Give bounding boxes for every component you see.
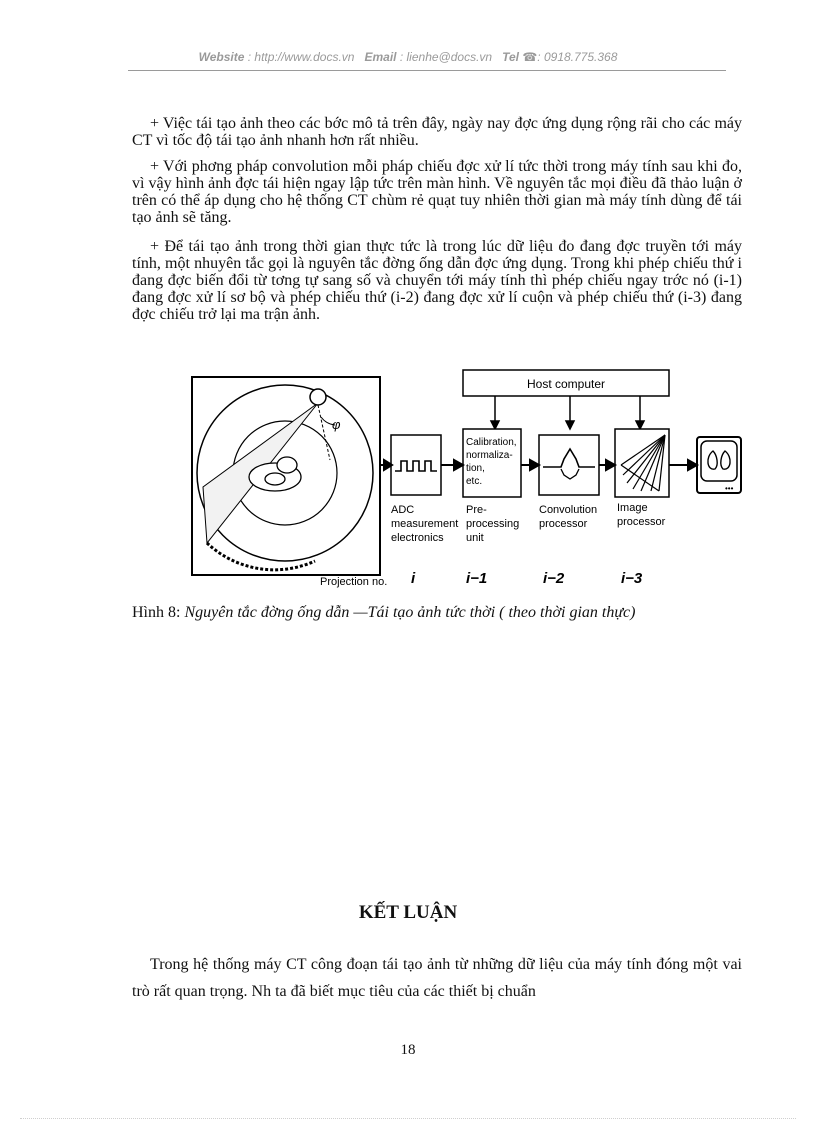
caption-prefix: Hình 8:: [132, 604, 181, 621]
projection-label: Projection no.: [320, 576, 388, 588]
image-processor-label-1: Image: [617, 502, 648, 514]
index-i-3: i−3: [621, 570, 643, 587]
index-i-1: i−1: [466, 570, 488, 587]
pipeline-figure: [185, 365, 745, 595]
host-computer-label: Host computer: [526, 377, 606, 391]
convolution-label-2: processor: [539, 518, 588, 530]
adc-box: [391, 435, 441, 495]
paragraph-2: + Với phơng pháp convolution mỗi pháp chiếu đợc xử lí tức thời trong máy tính sau khi đo, vì vậy hình ảnh đợc tái hiện ngay lập tức trên màn hình. Về nguyên tắc mọi điều đã thảo luận ở trên có thể áp dụng cho hệ thống CT chùm rẻ quạt tuy nhiên thời gian mà máy tính dùng để tái tạo ảnh sẽ tăng.: [132, 158, 742, 226]
preproc-label-3: unit: [466, 532, 484, 544]
x-ray-source: [310, 389, 326, 405]
tel-value: : 0918.775.368: [537, 50, 618, 64]
adc-label-3: electronics: [391, 532, 444, 544]
section-title: KẾT LUẬN: [358, 902, 458, 923]
paragraph-3: + Để tái tạo ảnh trong thời gian thực tức là trong lúc dữ liệu đo đang đợc truyền tới máy tính, một nhuyên tắc gọi là nguyên tắc đờng ống dẫn đợc ứng dụng. Trong khi phép chiếu thứ i đang đợc biến đổi từ tơng tự sang số và chuyển tới máy tính thì phép chiếu ngay trớc nó (i-1) đang đợc xử lí sơ bộ và phép chiếu thứ (i-2) đang đợc xử lí cuộn và phép chiếu thứ (i-3) đang đợc chiếu trở lại ma trận ảnh.: [132, 238, 742, 323]
calibration-line-4: etc.: [466, 476, 483, 487]
header-rule: [128, 70, 726, 71]
caption-text: Nguyên tắc đờng ống dẫn —Tái tạo ảnh tức thời ( theo thời gian thực): [184, 604, 636, 621]
tel-label: Tel: [502, 50, 519, 64]
email-value[interactable]: : lienhe@docs.vn: [399, 50, 493, 64]
calibration-line-1: Calibration,: [466, 437, 517, 448]
detector-arc: [207, 543, 315, 570]
index-i: i: [411, 570, 416, 587]
preproc-label-2: processing: [466, 518, 520, 530]
svg-text:•••: •••: [725, 484, 734, 493]
phone-icon: ☎: [522, 50, 538, 64]
image-processor-label-2: processor: [617, 516, 666, 528]
calibration-line-3: tion,: [466, 463, 485, 474]
bottom-rule: [20, 1118, 796, 1119]
index-i-2: i−2: [543, 570, 565, 587]
phi-label: φ: [332, 417, 341, 432]
email-label: Email: [364, 50, 397, 64]
paragraph-1: + Việc tái tạo ảnh theo các bớc mô tả trên đây, ngày nay đợc ứng dụng rộng rãi cho các máy CT vì tốc độ tái tạo ảnh nhanh hơn rất nhiều.: [132, 115, 742, 149]
website-label: Website: [198, 50, 245, 64]
adc-label-1: ADC: [391, 504, 415, 516]
convolution-box: [539, 435, 599, 495]
page-number: 18: [400, 1042, 416, 1058]
website-value[interactable]: : http://www.docs.vn: [247, 50, 355, 64]
center-line: [318, 405, 330, 460]
page-header: [0, 50, 816, 64]
figure-caption: [132, 604, 635, 622]
convolution-label-1: Convolution: [539, 504, 598, 516]
preproc-label-1: Pre-: [466, 504, 487, 516]
adc-label-2: measurement: [391, 518, 459, 530]
conclusion-paragraph: Trong hệ thống máy CT công đoạn tái tạo ảnh từ những dữ liệu của máy tính đóng một vai trò rất quan trọng. Nh ta đã biết mục tiêu của các thiết bị chuẩn: [132, 956, 742, 1000]
calibration-line-2: normaliza-: [466, 450, 513, 461]
